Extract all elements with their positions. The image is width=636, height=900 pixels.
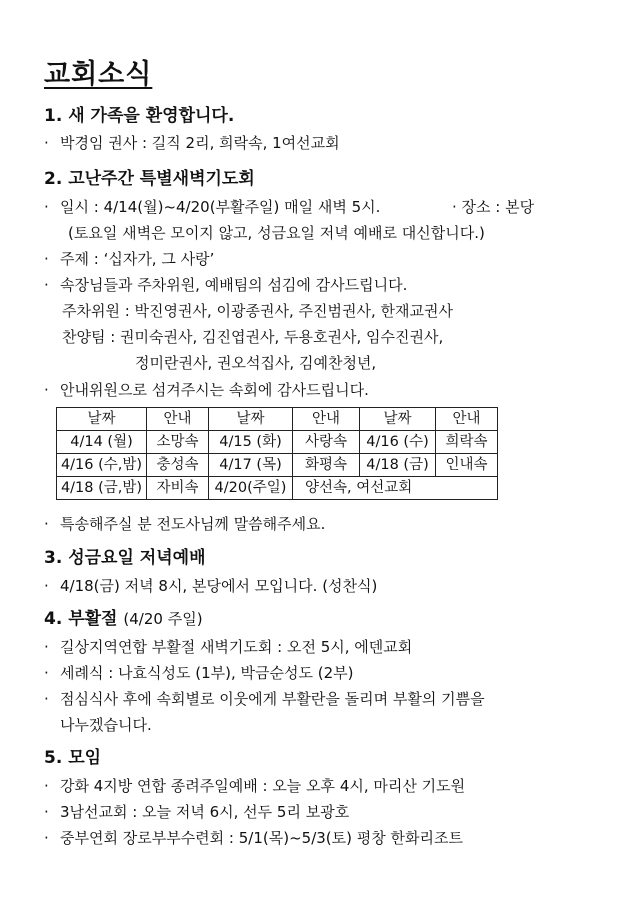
table-cell: 자비속 xyxy=(147,477,209,500)
bullet: · xyxy=(44,803,49,821)
table-cell: 4/16 (수,밤) xyxy=(57,454,147,477)
table-header-row xyxy=(57,408,498,431)
mens-mission-line xyxy=(44,802,349,822)
table-cell: 4/16 (수) xyxy=(360,431,436,454)
section-heading-new-family: 1. 새 가족을 환영합니다. xyxy=(44,106,235,126)
easter-egg-text-cont: 나누겠습니다. xyxy=(60,716,152,734)
bullet: · xyxy=(44,250,49,268)
good-friday-text: 4/18(금) 저녁 8시, 본당에서 모입니다. (성찬식) xyxy=(60,577,378,595)
section-heading-meetings: 5. 모임 xyxy=(44,748,102,768)
thanks-line xyxy=(44,275,407,295)
bullet: · xyxy=(44,515,49,533)
bullet: · xyxy=(44,198,49,216)
good-friday-line xyxy=(44,576,377,596)
schedule-text: 일시 : 4/14(월)~4/20(부활주일) 매일 새벽 5시. xyxy=(60,198,381,216)
choir-text-1: 찬양팀 : 권미숙권사, 김진엽권사, 두용호권사, 임수진권사, xyxy=(62,328,444,346)
palm-sunday-line xyxy=(44,776,465,796)
new-family-line xyxy=(44,133,340,153)
table-header-cell: 날짜 xyxy=(57,408,147,431)
section-heading-good-friday: 3. 성금요일 저녁예배 xyxy=(44,548,206,568)
easter-dawn-text: 길상지역연합 부활절 새벽기도회 : 오전 5시, 에덴교회 xyxy=(60,638,413,656)
table-row xyxy=(57,454,498,477)
easter-egg-text: 점심식사 후에 속회별로 이웃에게 부활란을 돌리며 부활의 기쁨을 xyxy=(60,690,485,708)
saturday-note-text: (토요일 새벽은 모이지 않고, 성금요일 저녁 예배로 대신합니다.) xyxy=(68,224,485,242)
mens-mission-text: 3남선교회 : 오늘 저녁 6시, 선두 5리 보광호 xyxy=(60,803,350,821)
table-header-cell: 날짜 xyxy=(360,408,436,431)
new-family-text: 박경임 권사 : 길직 2리, 희락속, 1여선교회 xyxy=(60,134,340,152)
table-cell: 양선속, 여선교회 xyxy=(293,477,498,500)
special-song-text: 특송해주실 분 전도사님께 말씀해주세요. xyxy=(60,515,326,533)
easter-dawn-line xyxy=(44,637,412,657)
usher-text: 안내위원으로 섬겨주시는 속회에 감사드립니다. xyxy=(60,381,369,399)
usher-schedule-table xyxy=(56,407,498,500)
bullet: · xyxy=(44,777,49,795)
table-row xyxy=(57,477,498,500)
bullet: · xyxy=(44,690,49,708)
easter-egg-line xyxy=(44,689,485,709)
baptism-line xyxy=(44,663,354,683)
table-cell: 4/18 (금,밤) xyxy=(57,477,147,500)
schedule-line xyxy=(44,197,380,217)
table-cell: 인내속 xyxy=(436,454,498,477)
page-title: 교회소식 xyxy=(44,59,153,90)
table-cell: 4/20(주일) xyxy=(209,477,293,500)
table-cell: 화평속 xyxy=(293,454,360,477)
table-cell: 사랑속 xyxy=(293,431,360,454)
table-row xyxy=(57,431,498,454)
table-cell: 4/14 (월) xyxy=(57,431,147,454)
table-cell: 충성속 xyxy=(147,454,209,477)
elders-retreat-line xyxy=(44,828,463,848)
table-cell: 4/15 (화) xyxy=(209,431,293,454)
table-cell: 4/18 (금) xyxy=(360,454,436,477)
baptism-text: 세례식 : 나효식성도 (1부), 박금순성도 (2부) xyxy=(60,664,354,682)
choir-text-2: 정미란권사, 권오석집사, 김예찬청년, xyxy=(135,354,377,372)
bullet: · xyxy=(44,276,49,294)
table-cell: 소망속 xyxy=(147,431,209,454)
table-header-cell: 안내 xyxy=(293,408,360,431)
bullet: · xyxy=(44,134,49,152)
thanks-text: 속장님들과 주차위원, 예배팀의 섬김에 감사드립니다. xyxy=(60,276,408,294)
palm-sunday-text: 강화 4지방 연합 종려주일예배 : 오늘 오후 4시, 마리산 기도원 xyxy=(60,777,466,795)
bullet: · xyxy=(44,577,49,595)
bullet: · xyxy=(44,829,49,847)
table-header-cell: 안내 xyxy=(436,408,498,431)
place-text: · 장소 : 본당 xyxy=(452,198,535,216)
table-header-cell: 안내 xyxy=(147,408,209,431)
special-song-line xyxy=(44,514,325,534)
section-heading-dawn-prayer: 2. 고난주간 특별새벽기도회 xyxy=(44,169,255,189)
parking-committee-text: 주차위원 : 박진영권사, 이광종권사, 주진범권사, 한재교권사 xyxy=(62,302,453,320)
elders-retreat-text: 중부연회 장로부부수련회 : 5/1(목)~5/3(토) 평창 한화리조트 xyxy=(60,829,463,847)
theme-text: 주제 : ‘십자가, 그 사랑’ xyxy=(60,250,215,268)
bullet: · xyxy=(44,664,49,682)
theme-line xyxy=(44,249,214,269)
easter-heading-text: 4. 부활절 xyxy=(44,609,118,629)
section-heading-easter xyxy=(44,608,203,630)
usher-line xyxy=(44,380,369,400)
table-header-cell: 날짜 xyxy=(209,408,293,431)
bullet: · xyxy=(44,638,49,656)
bullet: · xyxy=(44,381,49,399)
easter-heading-date: (4/20 주일) xyxy=(123,610,203,628)
table-cell: 희락속 xyxy=(436,431,498,454)
table-cell: 4/17 (목) xyxy=(209,454,293,477)
